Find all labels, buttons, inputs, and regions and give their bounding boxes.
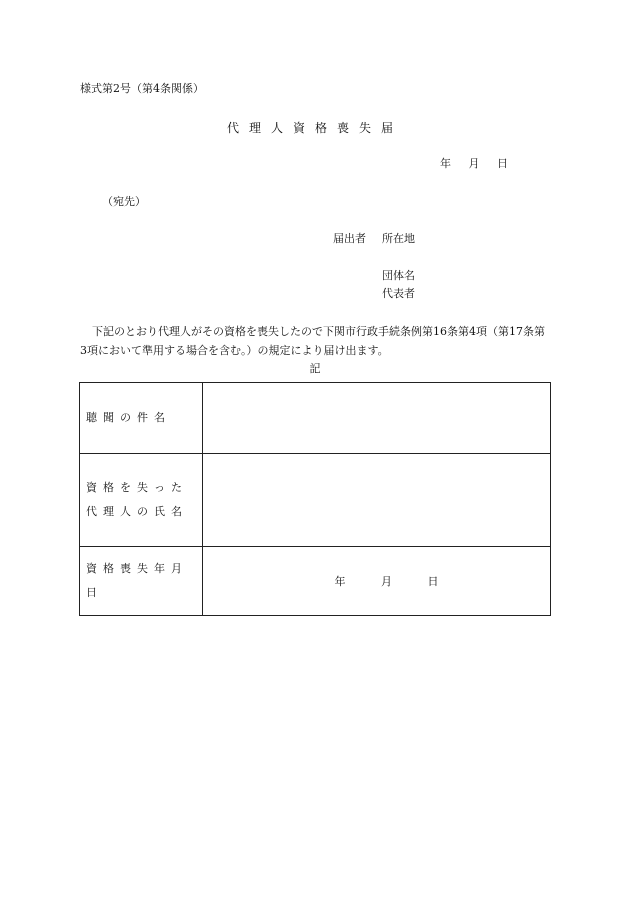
agent-name-label [80, 454, 203, 547]
loss-date-label: 資格喪失年月日 [80, 547, 203, 616]
applicant-label: 届出者 [333, 232, 366, 245]
document-title: 代理人資格喪失届 [226, 121, 403, 135]
body-text: 下記のとおり代理人がその資格を喪失したので下関市行政手続条例第16条第4項（第17条第3項において準用する場合を含む。）の規定により届け出ます。 [80, 325, 545, 357]
addressee: （宛先） [102, 195, 146, 208]
agent-name-label-line1: 資格を失った [86, 481, 188, 494]
agent-name-field[interactable] [203, 454, 551, 547]
org-name-label: 団体名 [382, 269, 415, 282]
table-row [80, 383, 551, 454]
hearing-subject-field[interactable] [203, 383, 551, 454]
table-row [80, 454, 551, 547]
records-table [79, 382, 551, 616]
loss-date-field[interactable]: 年 月 日 [203, 547, 551, 616]
form-number: 様式第2号（第4条関係） [80, 82, 204, 95]
representative-label: 代表者 [382, 287, 415, 300]
agent-name-label-line2: 代理人の氏名 [86, 505, 188, 518]
applicant-address-label: 所在地 [382, 232, 415, 245]
ki-heading: 記 [309, 362, 321, 375]
hearing-subject-label: 聴聞の件名 [80, 383, 203, 454]
submission-date: 年 月 日 [440, 157, 508, 170]
table-row [80, 547, 551, 616]
